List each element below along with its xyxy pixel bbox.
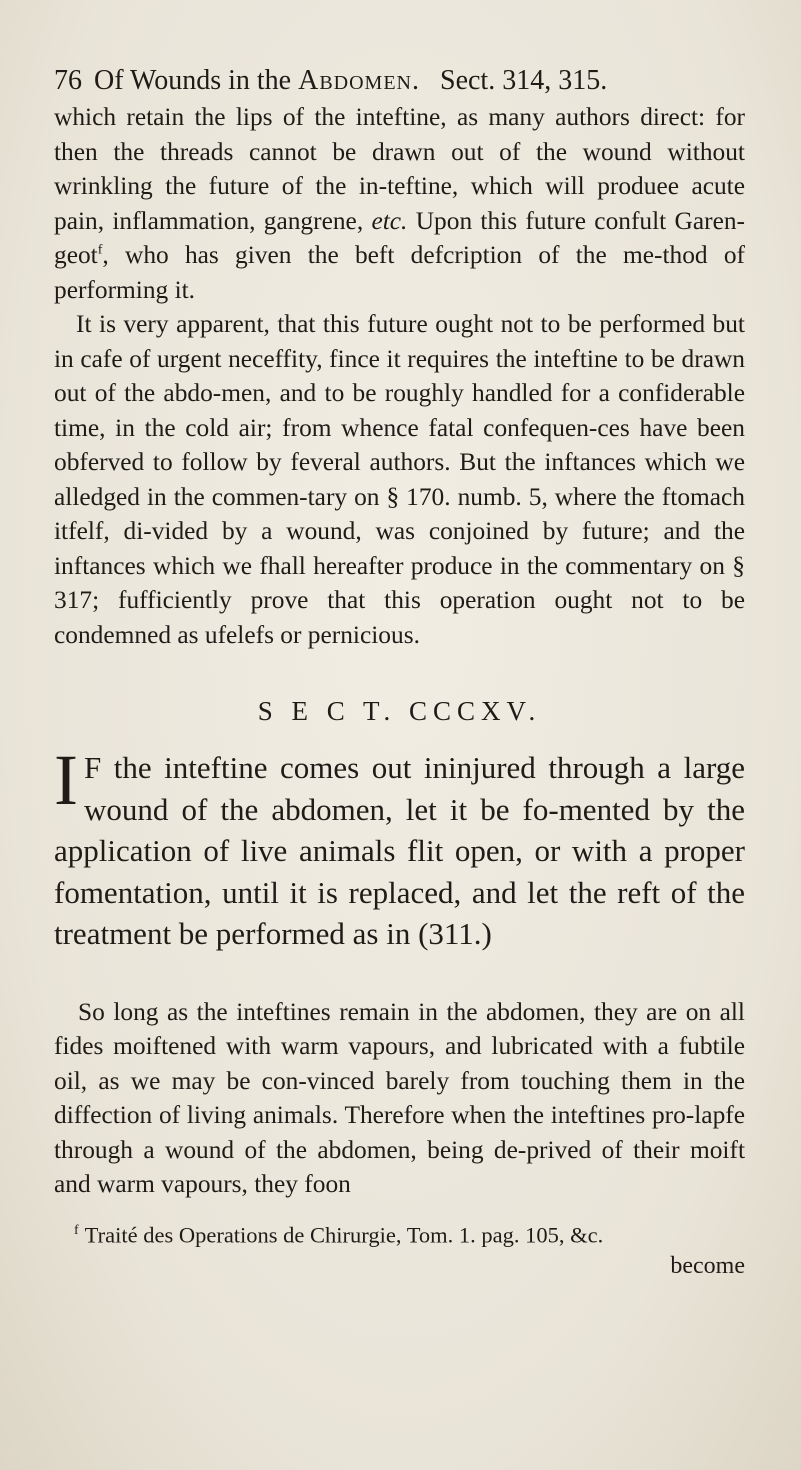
footnote bbox=[54, 1216, 745, 1251]
footnote-text: Traité des Operations de Chirurgie, Tom. 1. pag. 105, &c. bbox=[84, 1222, 604, 1247]
page-number: 76 bbox=[54, 65, 82, 96]
paragraph-2: It is very apparent, that this future ought not to be performed but in cafe of urgent neceffity, fince it requires the inteftine to be drawn out of the abdo-men, and to be roughly handled for a confiderable time, in the cold air; from whence fatal confequen-ces have been obferved to follow by feveral authors. But the inftances which we alledged in the commen-tary on § 170. numb. 5, where the ftomach itfelf, di-vided by a wound, was conjoined by future; and the inftances which we fhall hereafter produce in the commentary on § 317; fufficiently prove that this operation ought not to be condemned as ufelefs or pernicious. bbox=[54, 310, 745, 649]
footnote-reference: f bbox=[97, 242, 103, 258]
section-reference: Sect. 314, 315. bbox=[440, 65, 608, 96]
running-head bbox=[54, 62, 745, 100]
aphorism-text bbox=[54, 740, 745, 955]
commentary bbox=[54, 995, 745, 1202]
running-title-smallcaps: Abdomen. bbox=[298, 65, 420, 96]
paragraph-1-text-a: which retain the lips of the inteftine, as many authors direct: for then the threads cannot be drawn out of the wound without wrinkling the future of the in-teftine, which will produee acute pain, inflammation, gangrene, bbox=[54, 103, 745, 235]
section-heading: S E C T. CCCXV. bbox=[257, 696, 542, 726]
running-title bbox=[94, 62, 420, 100]
aphorism-body: F the inteftine comes out ininjured through a large wound of the abdomen, let it be fo-mented by the application of live animals flit open, or with a proper fomentation, until it is replaced, and let the reft of the treatment be performed as in (311.) bbox=[54, 750, 745, 951]
footnote-mark: f bbox=[74, 1222, 79, 1238]
drop-cap: I bbox=[54, 740, 78, 820]
paragraph-1-text-c: , who has given the beft defcription of the me-thod of performing it. bbox=[54, 241, 745, 304]
running-title-prefix: Of Wounds in the bbox=[94, 65, 292, 96]
paragraph-1 bbox=[54, 100, 745, 307]
paragraph-1-text-b: Upon this future confult Garen-geot bbox=[54, 206, 745, 269]
catchword: become bbox=[670, 1253, 745, 1279]
commentary-paragraph: So long as the inteftines remain in the abdomen, they are on all fides moiftened with warm vapours, and lubricated with a fubtile oil, as we may be con-vinced barely from touching them in the diffection of living animals. Therefore when the inteftines pro-lapfe through a wound of the abdomen, being de-prived of their moift and warm vapours, they foon bbox=[54, 997, 745, 1198]
etc-italic: etc. bbox=[371, 206, 408, 235]
continuation-text bbox=[54, 100, 745, 652]
